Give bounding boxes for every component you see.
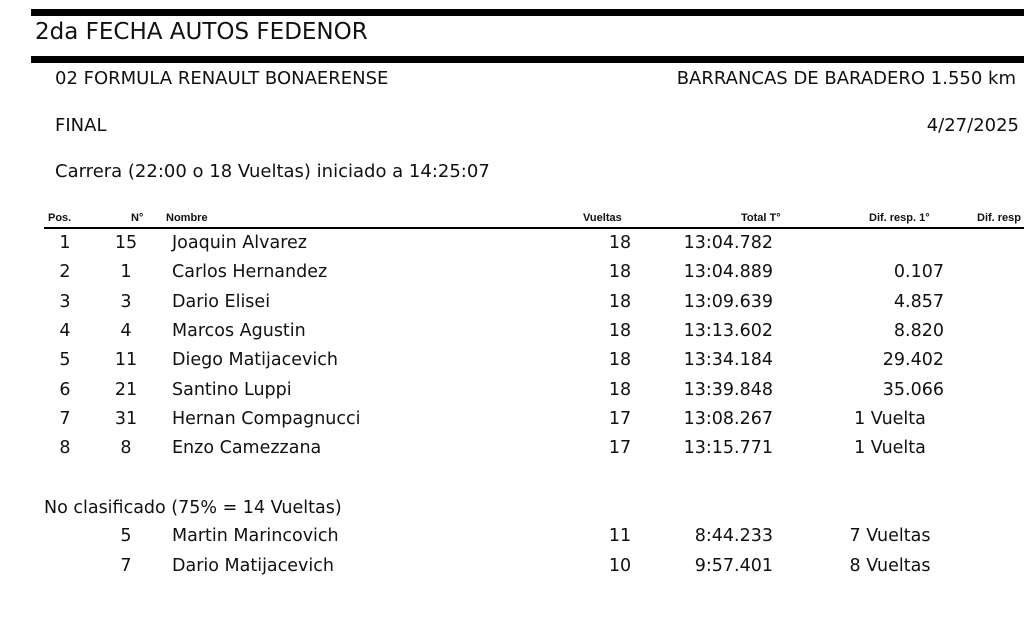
laps-cell: 17 xyxy=(608,409,632,429)
category-name: 02 FORMULA RENAULT BONAERENSE xyxy=(55,68,389,89)
not-classified-heading: No clasificado (75% = 14 Vueltas) xyxy=(44,498,342,518)
top-rule xyxy=(31,9,1024,16)
total-time-cell: 13:04.782 xyxy=(683,233,773,253)
name-cell: Dario Elisei xyxy=(172,292,271,312)
pos-cell: 7 xyxy=(59,409,71,429)
total-time-cell: 9:57.401 xyxy=(694,556,773,576)
table-row xyxy=(0,376,1024,405)
number-cell: 15 xyxy=(114,233,138,253)
laps-cell: 10 xyxy=(608,556,632,576)
name-cell: Hernan Compagnucci xyxy=(172,409,361,429)
name-cell: Martin Marincovich xyxy=(172,526,339,546)
name-cell: Joaquin Alvarez xyxy=(172,233,307,253)
session-name: FINAL xyxy=(55,115,107,136)
col-header-gap-first: Dif. resp. 1° xyxy=(869,212,930,224)
gap-cell: 8 Vueltas xyxy=(849,556,931,576)
gap-cell: 1 Vuelta xyxy=(854,438,926,458)
col-header-laps: Vueltas xyxy=(583,212,622,224)
number-cell: 8 xyxy=(120,438,132,458)
circuit-name: BARRANCAS DE BARADERO 1.550 km xyxy=(676,68,1016,89)
pos-cell: 2 xyxy=(59,262,71,282)
col-header-number: N° xyxy=(131,212,144,224)
gap-cell: 29.402 xyxy=(882,350,944,370)
gap-cell: 1 Vuelta xyxy=(854,409,926,429)
laps-cell: 18 xyxy=(608,380,632,400)
pos-cell: 4 xyxy=(59,321,71,341)
table-row xyxy=(0,552,1024,581)
col-header-pos: Pos. xyxy=(48,212,72,224)
event-title: 2da FECHA AUTOS FEDENOR xyxy=(35,19,368,45)
total-time-cell: 13:09.639 xyxy=(683,292,773,312)
name-cell: Diego Matijacevich xyxy=(172,350,338,370)
pos-cell: 5 xyxy=(59,350,71,370)
number-cell: 3 xyxy=(120,292,132,312)
table-row xyxy=(0,229,1024,258)
name-cell: Enzo Camezzana xyxy=(172,438,322,458)
total-time-cell: 13:13.602 xyxy=(683,321,773,341)
name-cell: Carlos Hernandez xyxy=(172,262,328,282)
race-info: Carrera (22:00 o 18 Vueltas) iniciado a 14:25:07 xyxy=(55,161,490,182)
number-cell: 4 xyxy=(120,321,132,341)
total-time-cell: 13:39.848 xyxy=(683,380,773,400)
laps-cell: 18 xyxy=(608,233,632,253)
table-row xyxy=(0,258,1024,287)
laps-cell: 17 xyxy=(608,438,632,458)
table-row xyxy=(0,288,1024,317)
laps-cell: 11 xyxy=(608,526,632,546)
col-header-total-time: Total T° xyxy=(741,212,781,224)
pos-cell: 6 xyxy=(59,380,71,400)
number-cell: 7 xyxy=(120,556,132,576)
total-time-cell: 13:15.771 xyxy=(683,438,773,458)
name-cell: Santino Luppi xyxy=(172,380,292,400)
gap-cell: 0.107 xyxy=(893,262,944,282)
total-time-cell: 13:34.184 xyxy=(683,350,773,370)
name-cell: Marcos Agustin xyxy=(172,321,306,341)
number-cell: 5 xyxy=(120,526,132,546)
number-cell: 1 xyxy=(120,262,132,282)
total-time-cell: 13:08.267 xyxy=(683,409,773,429)
laps-cell: 18 xyxy=(608,292,632,312)
pos-cell: 3 xyxy=(59,292,71,312)
number-cell: 31 xyxy=(114,409,138,429)
total-time-cell: 13:04.889 xyxy=(683,262,773,282)
pos-cell: 1 xyxy=(59,233,71,253)
table-row xyxy=(0,346,1024,375)
pos-cell: 8 xyxy=(59,438,71,458)
table-row xyxy=(0,317,1024,346)
col-header-name: Nombre xyxy=(166,212,208,224)
laps-cell: 18 xyxy=(608,262,632,282)
race-date: 4/27/2025 xyxy=(926,115,1019,136)
col-header-gap-prev: Dif. resp xyxy=(977,212,1022,224)
gap-cell: 4.857 xyxy=(893,292,944,312)
total-time-cell: 8:44.233 xyxy=(694,526,773,546)
title-rule xyxy=(31,56,1024,63)
number-cell: 11 xyxy=(114,350,138,370)
number-cell: 21 xyxy=(114,380,138,400)
laps-cell: 18 xyxy=(608,350,632,370)
gap-cell: 35.066 xyxy=(882,380,944,400)
name-cell: Dario Matijacevich xyxy=(172,556,334,576)
table-row xyxy=(0,405,1024,434)
table-row xyxy=(0,434,1024,463)
gap-cell: 7 Vueltas xyxy=(849,526,931,546)
laps-cell: 18 xyxy=(608,321,632,341)
table-row xyxy=(0,522,1024,551)
gap-cell: 8.820 xyxy=(893,321,944,341)
